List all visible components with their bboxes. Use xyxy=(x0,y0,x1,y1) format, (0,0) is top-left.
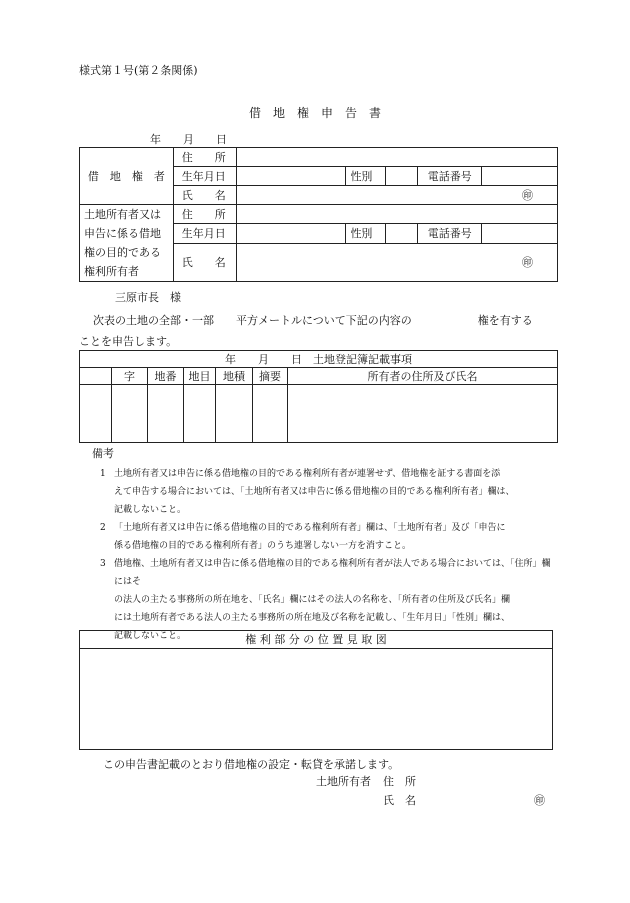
declaration-line-1: 次表の土地の全部・一部 平方メートルについて下記の内容の 権を有する xyxy=(93,314,533,327)
form-title: 借 地 権 申 告 書 xyxy=(248,106,381,120)
applicant-seal-icon: ㊞ xyxy=(522,189,533,202)
consent-address-label: 住 所 xyxy=(383,775,416,788)
form-number: 様式第１号(第２条関係) xyxy=(79,64,198,77)
col-chiseki: 地積 xyxy=(216,368,253,385)
land-cell-1[interactable] xyxy=(112,385,148,443)
owner-name-label: 氏 名 xyxy=(173,243,236,282)
owner-birth-field[interactable] xyxy=(236,224,346,243)
remarks-list xyxy=(100,465,555,645)
applicant-label: 借 地 権 者 xyxy=(80,148,174,205)
applicant-sex-field[interactable] xyxy=(386,167,418,186)
col-chiban: 地番 xyxy=(148,368,184,385)
applicant-sex-label: 性別 xyxy=(346,167,386,186)
applicant-phone-field[interactable] xyxy=(482,167,558,186)
land-cell-6[interactable] xyxy=(288,385,558,443)
addressee: 三原市長 様 xyxy=(115,291,181,304)
applicant-name-label: 氏 名 xyxy=(173,186,236,205)
applicant-address-field[interactable] xyxy=(236,148,557,167)
applicant-name-field[interactable] xyxy=(236,186,557,205)
owner-label-line-3: 権の目的である xyxy=(84,246,161,259)
remark-1-num: 1 xyxy=(100,469,106,479)
land-table-blank-col xyxy=(80,368,112,385)
owner-address-label: 住 所 xyxy=(173,205,236,224)
remark-3-num: 3 xyxy=(100,559,106,569)
applicant-birth-label: 生年月日 xyxy=(173,167,236,186)
land-table-header: 年 月 日 土地登記簿記載事項 xyxy=(80,351,558,368)
remark-3-line-2: の法人の主たる事務所の所在地を、「氏名」欄にはその法人の名称を、「所有者の住所及び氏名」欄 xyxy=(114,595,511,605)
location-map-box xyxy=(79,630,553,750)
parties-table xyxy=(79,147,558,282)
remark-3-line-4: 記載しないこと。 xyxy=(114,631,187,641)
owner-sex-label: 性別 xyxy=(346,224,386,243)
owner-label-line-1: 土地所有者又は xyxy=(84,208,161,221)
remark-3-line-3: には土地所有者である法人の主たる事務所の所在地及び名称を記載し、「生年月日」「性別」欄は、 xyxy=(114,613,511,623)
owner-phone-label: 電話番号 xyxy=(418,224,482,243)
col-owner: 所有者の住所及び氏名 xyxy=(288,368,558,385)
date-line: 年 月 日 xyxy=(150,133,227,146)
remark-1-line-1: 土地所有者又は申告に係る借地権の目的である権利所有者が連署せず、借地権を証する書面を添 xyxy=(114,469,501,479)
remark-2-num: 2 xyxy=(100,523,106,533)
remark-1-line-3: 記載しないこと。 xyxy=(114,505,187,515)
owner-sex-field[interactable] xyxy=(386,224,418,243)
location-map-area[interactable] xyxy=(80,649,552,749)
remark-1 xyxy=(100,465,555,519)
remark-2-line-1: 「土地所有者又は申告に係る借地権の目的である権利所有者」欄は、「土地所有者」及び「申告に xyxy=(114,523,506,533)
applicant-address-label: 住 所 xyxy=(173,148,236,167)
owner-phone-field[interactable] xyxy=(482,224,558,243)
applicant-phone-label: 電話番号 xyxy=(418,167,482,186)
col-aza: 字 xyxy=(112,368,148,385)
land-cell-0[interactable] xyxy=(80,385,112,443)
owner-name-field[interactable] xyxy=(236,243,557,282)
consent-name-label: 氏 名 xyxy=(383,794,416,807)
remark-3-line-1: 借地権、土地所有者又は申告に係る借地権の目的である権利所有者が法人である場合においては、「住所」欄にはそ xyxy=(114,559,551,587)
owner-seal-icon: ㊞ xyxy=(522,256,533,270)
consent-seal-icon: ㊞ xyxy=(534,794,545,807)
applicant-birth-field[interactable] xyxy=(236,167,346,186)
col-chimoku: 地目 xyxy=(184,368,216,385)
declaration-line-2: ことを申告します。 xyxy=(79,335,178,348)
land-cell-5[interactable] xyxy=(253,385,288,443)
location-map-title: 権 利 部 分 の 位 置 見 取 図 xyxy=(80,631,552,649)
owner-label-line-2: 申告に係る借地 xyxy=(84,227,161,240)
owner-label xyxy=(80,205,174,282)
remark-1-line-2: えて申告する場合においては、「土地所有者又は申告に係る借地権の目的である権利所有者」欄は、 xyxy=(114,487,515,497)
owner-birth-label: 生年月日 xyxy=(173,224,236,243)
land-table xyxy=(79,350,558,443)
col-tekiyo: 摘要 xyxy=(253,368,288,385)
owner-label-line-4: 権利所有者 xyxy=(84,265,139,278)
remarks-title: 備考 xyxy=(92,447,114,460)
land-cell-2[interactable] xyxy=(148,385,184,443)
owner-address-field[interactable] xyxy=(236,205,557,224)
consent-owner-label: 土地所有者 xyxy=(316,775,371,788)
land-cell-4[interactable] xyxy=(216,385,253,443)
land-cell-3[interactable] xyxy=(184,385,216,443)
remark-2 xyxy=(100,519,555,555)
remark-2-line-2: 係る借地権の目的である権利所有者」のうち連署しない一方を消すこと。 xyxy=(114,541,412,551)
consent-text: この申告書記載のとおり借地権の設定・転貸を承諾します。 xyxy=(103,758,400,771)
